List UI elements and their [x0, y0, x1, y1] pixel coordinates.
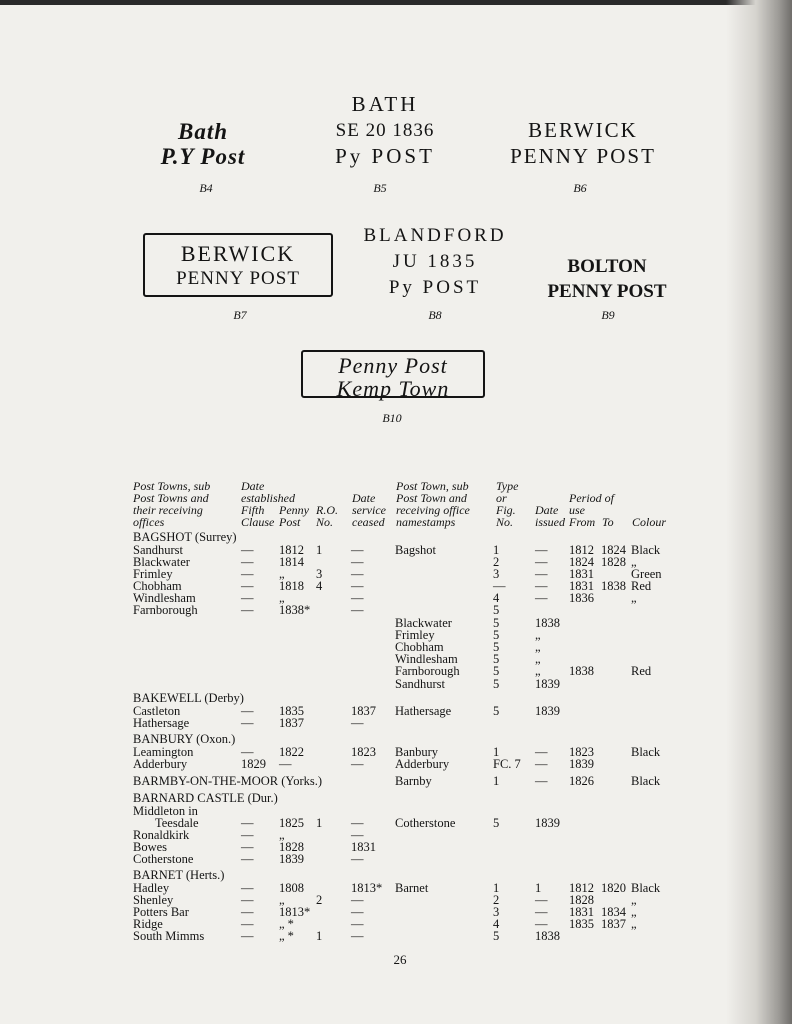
caption-b6: B6	[573, 181, 587, 195]
cell-fifth-clause: —	[241, 881, 254, 895]
table-row	[133, 692, 693, 704]
cell-office: BAKEWELL (Derby)	[133, 691, 244, 705]
page-number: 26	[393, 952, 407, 967]
table-row	[133, 841, 693, 853]
stamp-line: JU 1835	[392, 251, 478, 272]
cell-type-no: FC. 7	[493, 757, 521, 771]
table-row	[133, 918, 693, 930]
stamp-line: BLANDFORD	[363, 225, 507, 246]
table-row	[133, 604, 693, 616]
caption-b4: B4	[199, 181, 213, 195]
cell-namestamp: Banbury	[395, 745, 439, 759]
stamp-line: Py POST	[335, 144, 435, 168]
cell-service-ceased: —	[351, 828, 364, 842]
cell-fifth-clause: —	[241, 917, 254, 931]
stamp-b10	[301, 350, 485, 401]
stamp-b7	[143, 233, 333, 297]
table-row	[133, 817, 693, 829]
table-row	[133, 792, 693, 804]
cell-date-issued: —	[535, 579, 548, 593]
cell-penny-post: 1812	[279, 543, 304, 557]
cell-office: Chobham	[133, 579, 182, 593]
cell-date-issued: „	[535, 640, 541, 654]
cell-office: Windlesham	[133, 591, 196, 605]
cell-type-no: 1	[493, 774, 500, 788]
cell-date-issued: —	[535, 745, 548, 759]
cell-date-issued: 1838	[535, 616, 560, 630]
cell-date-issued: 1838	[535, 929, 560, 943]
cell-namestamp: Blackwater	[395, 616, 452, 630]
cell-colour: „	[631, 893, 637, 907]
cell-service-ceased: —	[351, 929, 364, 943]
cell-penny-post: 1839	[279, 852, 304, 866]
stamp-line: Bath	[177, 119, 229, 144]
cell-office: Ridge	[133, 917, 163, 931]
cell-type-no: 5	[493, 628, 500, 642]
cell-namestamp: Bagshot	[395, 543, 436, 557]
cell-period-from: 1839	[569, 757, 594, 771]
cell-service-ceased: —	[351, 716, 364, 730]
cell-period-from: 1828	[569, 893, 594, 907]
cell-type-no: 5	[493, 603, 500, 617]
cell-ro-number: 4	[316, 579, 323, 593]
cell-penny-post: 1838*	[279, 603, 311, 617]
cell-office: Adderbury	[133, 757, 188, 771]
cell-service-ceased: —	[351, 567, 364, 581]
cell-period-from: 1823	[569, 745, 594, 759]
cell-period-from: 1812	[569, 881, 594, 895]
cell-type-no: 1	[493, 745, 500, 759]
cell-colour: Green	[631, 567, 662, 581]
cell-date-issued: „	[535, 652, 541, 666]
stamp-b9	[537, 257, 677, 307]
cell-type-no: 5	[493, 677, 500, 691]
cell-office: Farnborough	[133, 603, 198, 617]
cell-period-from: 1838	[569, 664, 594, 678]
table-row	[133, 930, 693, 942]
cell-colour: Red	[631, 579, 652, 593]
cell-service-ceased: —	[351, 579, 364, 593]
cell-date-issued: —	[535, 917, 548, 931]
cell-period-to: 1820	[601, 881, 626, 895]
cell-office: Sandhurst	[133, 543, 183, 557]
cell-service-ceased: —	[351, 852, 364, 866]
cell-penny-post: 1825	[279, 816, 304, 830]
table-row	[133, 775, 693, 787]
table-row	[133, 531, 693, 543]
stamp-b6	[488, 120, 678, 172]
cell-date-issued: 1839	[535, 677, 560, 691]
table-row	[133, 869, 693, 881]
table-row	[133, 678, 693, 690]
cell-date-issued: 1839	[535, 704, 560, 718]
stamp-b4	[143, 120, 263, 170]
cell-service-ceased: —	[351, 543, 364, 557]
cell-colour: Black	[631, 774, 661, 788]
cell-period-to: 1828	[601, 555, 626, 569]
header-penny-post: Penny Post	[279, 503, 309, 529]
cell-type-no: 5	[493, 652, 500, 666]
cell-penny-post: 1828	[279, 840, 304, 854]
cell-office: Leamington	[133, 745, 194, 759]
cell-service-ceased: —	[351, 917, 364, 931]
cell-ro-number: 1	[316, 543, 323, 557]
cell-namestamp: Farnborough	[395, 664, 460, 678]
cell-date-issued: „	[535, 628, 541, 642]
cell-office: Potters Bar	[133, 905, 189, 919]
cell-type-no: 5	[493, 640, 500, 654]
cell-penny-post: 1813*	[279, 905, 311, 919]
cell-fifth-clause: —	[241, 579, 254, 593]
cell-namestamp: Frimley	[395, 628, 435, 642]
cell-fifth-clause: —	[241, 555, 254, 569]
cell-period-from: 1824	[569, 555, 594, 569]
cell-penny-post: 1822	[279, 745, 304, 759]
cell-office: BARMBY-ON-THE-MOOR (Yorks.)	[133, 774, 323, 788]
cell-period-to: 1824	[601, 543, 626, 557]
cell-period-from: 1831	[569, 905, 594, 919]
cell-service-ceased: 1813*	[351, 881, 383, 895]
cell-period-to: 1838	[601, 579, 626, 593]
cell-service-ceased: —	[351, 603, 364, 617]
header-type: Type or Fig. No.	[496, 479, 519, 529]
stamp-line: PENNY POST	[547, 281, 667, 302]
cell-office: BANBURY (Oxon.)	[133, 732, 236, 746]
cell-penny-post: „	[279, 828, 285, 842]
stamp-line: PENNY POST	[176, 268, 300, 289]
caption-b8: B8	[428, 308, 442, 322]
table-row	[133, 580, 693, 592]
table-row	[133, 829, 693, 841]
cell-date-issued: —	[535, 774, 548, 788]
stamp-line: Kemp Town	[336, 376, 450, 401]
cell-namestamp: Barnet	[395, 881, 429, 895]
stamp-b8	[345, 226, 525, 304]
table-row	[133, 882, 693, 894]
table-row	[133, 733, 693, 745]
cell-date-issued: 1	[535, 881, 542, 895]
cell-type-no: 3	[493, 567, 500, 581]
header-fifth-clause: Fifth Clause	[241, 503, 275, 529]
cell-fifth-clause: —	[241, 567, 254, 581]
table-row	[133, 717, 693, 729]
table-row	[133, 665, 693, 677]
table-row	[133, 592, 693, 604]
cell-colour: Black	[631, 543, 661, 557]
cell-penny-post: „	[279, 893, 285, 907]
cell-office: BAGSHOT (Surrey)	[133, 530, 237, 544]
cell-office: BARNET (Herts.)	[133, 868, 225, 882]
cell-date-issued: —	[535, 905, 548, 919]
cell-service-ceased: —	[351, 757, 364, 771]
cell-fifth-clause: —	[241, 828, 254, 842]
cell-fifth-clause: 1829	[241, 757, 266, 771]
cell-period-to: 1834	[601, 905, 626, 919]
cell-fifth-clause: —	[241, 929, 254, 943]
stamp-line: PENNY POST	[510, 144, 656, 168]
cell-fifth-clause: —	[241, 716, 254, 730]
cell-period-from: 1826	[569, 774, 594, 788]
cell-namestamp: Windlesham	[395, 652, 458, 666]
cell-fifth-clause: —	[241, 543, 254, 557]
book-gutter-shadow	[726, 0, 792, 1024]
cell-namestamp: Hathersage	[395, 704, 452, 718]
cell-colour: „	[631, 591, 637, 605]
cell-ro-number: 3	[316, 567, 323, 581]
header-namestamps: Post Town, sub Post Town and receiving office namestamps	[396, 479, 470, 529]
header-period: Period of use	[569, 491, 614, 517]
cell-period-from: 1812	[569, 543, 594, 557]
cell-office: BARNARD CASTLE (Dur.)	[133, 791, 278, 805]
cell-fifth-clause: —	[241, 704, 254, 718]
header-colour: Colour	[632, 515, 667, 529]
cell-penny-post: 1835	[279, 704, 304, 718]
cell-type-no: 5	[493, 616, 500, 630]
caption-b9: B9	[601, 308, 615, 322]
cell-type-no: 2	[493, 893, 500, 907]
cell-fifth-clause: —	[241, 840, 254, 854]
cell-fifth-clause: —	[241, 745, 254, 759]
cell-date-issued: —	[535, 591, 548, 605]
cell-colour: „	[631, 905, 637, 919]
cell-type-no: 1	[493, 881, 500, 895]
cell-penny-post: 1837	[279, 716, 304, 730]
cell-office: Bowes	[133, 840, 168, 854]
table-row	[133, 758, 693, 770]
header-from: From	[569, 515, 596, 529]
scan-top-edge	[0, 0, 792, 5]
cell-fifth-clause: —	[241, 816, 254, 830]
cell-ro-number: 2	[316, 893, 323, 907]
cell-office: Middleton in	[133, 804, 198, 818]
cell-type-no: 2	[493, 555, 500, 569]
cell-colour: „	[631, 555, 637, 569]
header-post-towns: Post Towns, sub Post Towns and their receiving offices	[133, 479, 211, 529]
cell-office: Shenley	[133, 893, 174, 907]
cell-office: Castleton	[133, 704, 181, 718]
cell-penny-post: —	[279, 757, 292, 771]
cell-office: South Mimms	[133, 929, 205, 943]
table-row	[133, 556, 693, 568]
cell-type-no: 4	[493, 917, 500, 931]
cell-penny-post: „	[279, 591, 285, 605]
cell-type-no: 4	[493, 591, 500, 605]
cell-office: Ronaldkirk	[133, 828, 190, 842]
cell-service-ceased: —	[351, 591, 364, 605]
stamp-line: BOLTON	[567, 256, 647, 277]
cell-namestamp: Cotherstone	[395, 816, 456, 830]
table-row	[133, 853, 693, 865]
cell-office: Hadley	[133, 881, 170, 895]
cell-service-ceased: 1823	[351, 745, 376, 759]
cell-date-issued: —	[535, 567, 548, 581]
cell-namestamp: Adderbury	[395, 757, 450, 771]
caption-b10: B10	[382, 411, 402, 425]
cell-colour: Black	[631, 881, 661, 895]
cell-type-no: 3	[493, 905, 500, 919]
cell-office: Hathersage	[133, 716, 190, 730]
cell-period-from: 1836	[569, 591, 594, 605]
caption-b5: B5	[373, 181, 387, 195]
stamp-line: Py POST	[388, 277, 482, 298]
cell-colour: Red	[631, 664, 652, 678]
cell-fifth-clause: —	[241, 905, 254, 919]
header-ro: R.O. No.	[316, 503, 338, 529]
cell-service-ceased: 1831	[351, 840, 376, 854]
cell-service-ceased: —	[351, 555, 364, 569]
stamp-line: Penny Post	[338, 353, 448, 378]
table-row	[133, 705, 693, 717]
cell-penny-post: „	[279, 567, 285, 581]
cell-type-no: 5	[493, 704, 500, 718]
caption-b7: B7	[233, 308, 247, 322]
cell-date-issued: —	[535, 555, 548, 569]
cell-office: Frimley	[133, 567, 173, 581]
cell-office: Blackwater	[133, 555, 190, 569]
cell-penny-post: „ *	[279, 929, 294, 943]
header-to: To	[602, 515, 614, 529]
cell-service-ceased: —	[351, 816, 364, 830]
cell-ro-number: 1	[316, 929, 323, 943]
cell-fifth-clause: —	[241, 603, 254, 617]
cell-fifth-clause: —	[241, 591, 254, 605]
cell-ro-number: 1	[316, 816, 323, 830]
cell-type-no: 1	[493, 543, 500, 557]
cell-date-issued: 1839	[535, 816, 560, 830]
stamp-line: SE 20 1836	[335, 120, 435, 141]
cell-service-ceased: 1837	[351, 704, 376, 718]
header-date-established: Date established	[241, 479, 295, 505]
cell-penny-post: 1818	[279, 579, 304, 593]
cell-fifth-clause: —	[241, 893, 254, 907]
cell-service-ceased: —	[351, 893, 364, 907]
cell-type-no: 5	[493, 664, 500, 678]
cell-penny-post: „ *	[279, 917, 294, 931]
cell-penny-post: 1808	[279, 881, 304, 895]
cell-period-to: 1837	[601, 917, 626, 931]
cell-penny-post: 1814	[279, 555, 304, 569]
cell-fifth-clause: —	[241, 852, 254, 866]
cell-office: Cotherstone	[133, 852, 194, 866]
cell-type-no: 5	[493, 929, 500, 943]
cell-colour: „	[631, 917, 637, 931]
cell-date-issued: —	[535, 543, 548, 557]
cell-service-ceased: —	[351, 905, 364, 919]
cell-namestamp: Chobham	[395, 640, 444, 654]
stamp-line: BERWICK	[528, 118, 638, 142]
stamp-line: BATH	[351, 92, 419, 116]
stamp-b5	[305, 94, 465, 173]
cell-period-from: 1835	[569, 917, 594, 931]
cell-namestamp: Barnby	[395, 774, 432, 788]
cell-namestamp: Sandhurst	[395, 677, 445, 691]
header-service-ceased: Date service ceased	[352, 491, 386, 529]
cell-date-issued: —	[535, 757, 548, 771]
header-date-issued: Date issued	[535, 503, 565, 529]
cell-type-no: 5	[493, 816, 500, 830]
cell-period-from: 1831	[569, 579, 594, 593]
cell-date-issued: „	[535, 664, 541, 678]
cell-period-from: 1831	[569, 567, 594, 581]
cell-type-no: —	[493, 579, 506, 593]
stamp-line: P.Y Post	[160, 144, 246, 169]
cell-colour: Black	[631, 745, 661, 759]
stamp-line: BERWICK	[180, 241, 296, 266]
cell-office: Teesdale	[155, 816, 199, 830]
cell-date-issued: —	[535, 893, 548, 907]
